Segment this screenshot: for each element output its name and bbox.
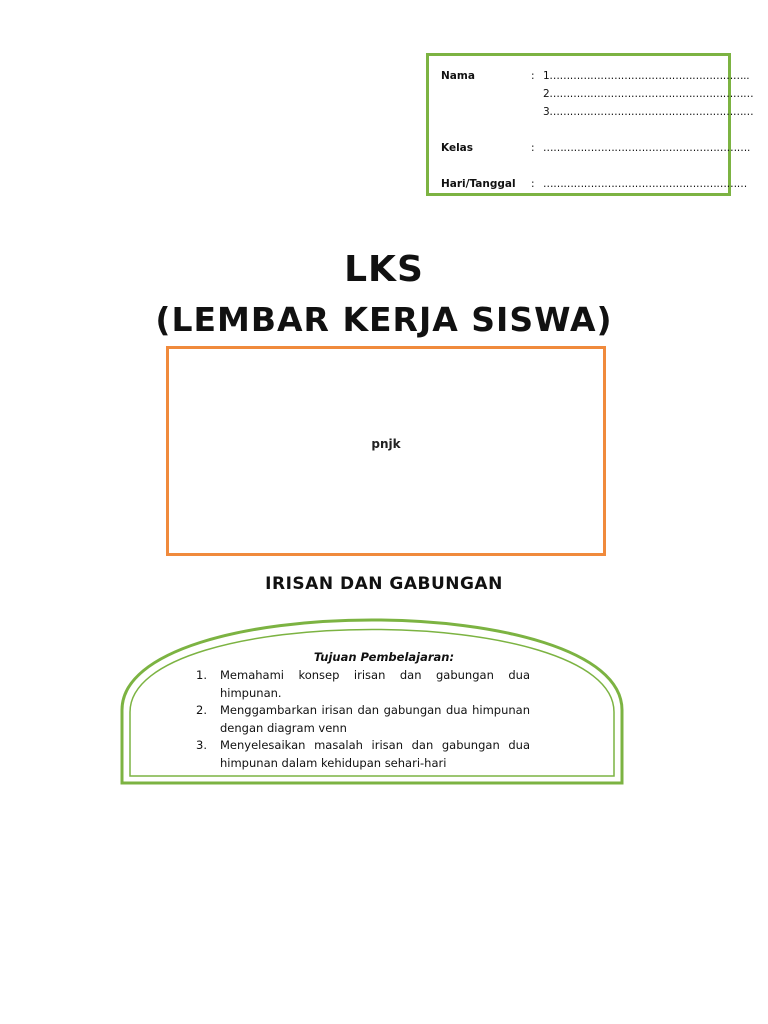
objective-item-2 xyxy=(196,702,530,737)
objective-text: Menggambarkan irisan dan gabungan dua himpunan dengan diagram venn xyxy=(220,703,530,735)
tanggal-colon: : xyxy=(531,178,535,190)
objective-number: 2. xyxy=(196,703,207,717)
objectives-heading: Tujuan Pembelajaran: xyxy=(313,650,455,664)
picture-placeholder-text: pnjk xyxy=(371,437,401,451)
kelas-colon: : xyxy=(531,142,535,154)
tanggal-field[interactable]: …………………………………………………… xyxy=(543,178,748,190)
page-title: LKS xyxy=(344,249,424,290)
tanggal-label: Hari/Tanggal xyxy=(441,178,516,190)
objective-item-3 xyxy=(196,737,530,772)
objective-text: Menyelesaikan masalah irisan dan gabungan dua himpunan dalam kehidupan sehari-hari xyxy=(220,738,530,770)
objective-item-1 xyxy=(196,667,530,702)
objectives-list xyxy=(196,667,530,772)
objective-text: Memahami konsep irisan dan gabungan dua himpunan. xyxy=(220,668,530,700)
nama-field-3[interactable]: 3…………………………………………………… xyxy=(543,106,754,118)
page-title-full: (LEMBAR KERJA SISWA) xyxy=(155,300,613,339)
nama-field-1[interactable]: 1………………………………………………….. xyxy=(543,70,750,82)
objective-number: 3. xyxy=(196,738,207,752)
nama-colon: : xyxy=(531,70,535,82)
nama-label: Nama xyxy=(441,70,475,82)
kelas-label: Kelas xyxy=(441,142,474,154)
nama-field-2[interactable]: 2…………………………………………………… xyxy=(543,88,754,100)
objective-number: 1. xyxy=(196,668,207,682)
kelas-field[interactable]: ……………………………………………………. xyxy=(543,142,751,154)
topic-subtitle: IRISAN DAN GABUNGAN xyxy=(265,574,503,594)
